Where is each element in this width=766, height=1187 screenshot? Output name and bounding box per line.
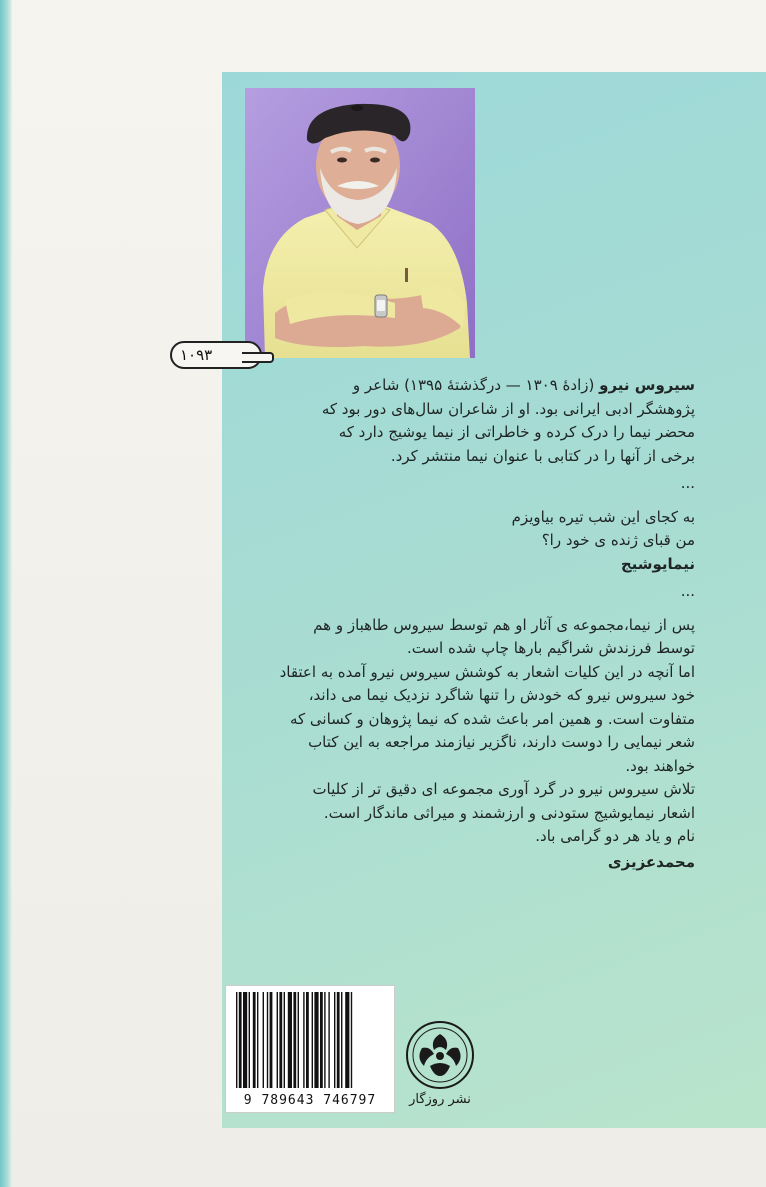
barcode-bar (236, 992, 237, 1088)
publisher-logo (400, 1018, 480, 1092)
body-line: اما آنچه در این کلیات اشعار به کوشش سیروس نیرو آمده به اعتقاد (279, 662, 695, 681)
barcode-bar (324, 992, 325, 1088)
barcode-bar (288, 992, 292, 1088)
ellipsis: ... (680, 582, 695, 600)
barcode-bar (312, 992, 313, 1088)
barcode-bar (334, 992, 335, 1088)
barcode-bar (277, 992, 278, 1088)
barcode-bar (279, 992, 282, 1088)
isbn-number: 9 789643 746797 (243, 1093, 377, 1108)
barcode-bar (337, 992, 340, 1088)
bio-first-line (240, 374, 695, 398)
barcode-bars (226, 992, 394, 1092)
body-line: شعر نیمایی را دوست دارند، ناگزیر نیازمند مراجعه به این کتاب (308, 733, 695, 751)
barcode-bar (345, 992, 349, 1088)
body-line: نام و یاد هر دو گرامی باد. (535, 827, 695, 845)
poem-poet: نیمایوشیج (620, 554, 695, 573)
barcode-bar (293, 992, 296, 1088)
body-line: اشعار نیمایوشیج ستودنی و ارزشمند و میراثی ماندگار است. (323, 803, 695, 822)
isbn-barcode (225, 985, 395, 1113)
barcode-bar (267, 992, 268, 1088)
barcode-bar (303, 992, 304, 1088)
barcode-bar (298, 992, 299, 1088)
barcode-bar (253, 992, 256, 1088)
barcode-bar (328, 992, 329, 1088)
author-photo (245, 88, 475, 358)
bio-line: پژوهشگر ادبی ایرانی بود. او از شاعران سال‌های دور بود که (321, 399, 695, 418)
barcode-bar (239, 992, 242, 1088)
barcode-bar (320, 992, 323, 1088)
barcode-bar (249, 992, 250, 1088)
stamp-tab (242, 352, 274, 363)
author-dates: (زادهٔ ۱۳۰۹ — درگذشتهٔ ۱۳۹۵) شاعر و (352, 376, 595, 394)
stamp-number: ۱۰۹۳ (180, 346, 213, 364)
body-line: خواهند بود. (625, 756, 695, 775)
barcode-bar (306, 992, 309, 1088)
body-line: متفاوت است. و همین امر باعث شده که نیما پژوهان و کسانی که (289, 709, 695, 728)
barcode-bar (341, 992, 342, 1088)
author-name: سیروس نیرو (599, 376, 695, 394)
barcode-bar (351, 992, 352, 1088)
poem-line: من قبای ژنده ی خود را؟ (541, 531, 695, 549)
bio-line: محضر نیما را درک کرده و خاطراتی از نیما یوشیج دارد که (338, 423, 695, 441)
bio-line: برخی از آنها را در کتابی با عنوان نیما منتشر کرد. (390, 446, 695, 465)
publisher-name: نشر روزگار (409, 1092, 471, 1107)
rose-logo-icon (400, 1018, 480, 1092)
spine-edge (0, 0, 12, 1187)
barcode-bar (314, 992, 318, 1088)
ellipsis: ... (680, 474, 695, 492)
library-stamp (170, 341, 262, 369)
body-line: خود سیروس نیرو که خودش را تنها شاگرد نزدیک نیما می داند، (308, 686, 695, 704)
barcode-bar (243, 992, 247, 1088)
body-line: تلاش سیروس نیرو در گرد آوری مجموعه ای دقیق تر از کلیات (312, 780, 695, 798)
back-cover-text (240, 374, 695, 874)
poem-line: به کجای این شب تیره بیاویزم (511, 507, 695, 526)
barcode-bar (284, 992, 285, 1088)
body-line: پس از نیما،مجموعه ی آثار او هم توسط سیروس طاهباز و هم (313, 615, 695, 634)
barcode-bar (270, 992, 273, 1088)
signature: محمدعزیزی (607, 852, 695, 871)
barcode-bar (263, 992, 264, 1088)
body-line: توسط فرزندش شراگیم بارها چاپ شده است. (406, 639, 695, 657)
barcode-bar (257, 992, 258, 1088)
author-portrait (245, 88, 475, 358)
